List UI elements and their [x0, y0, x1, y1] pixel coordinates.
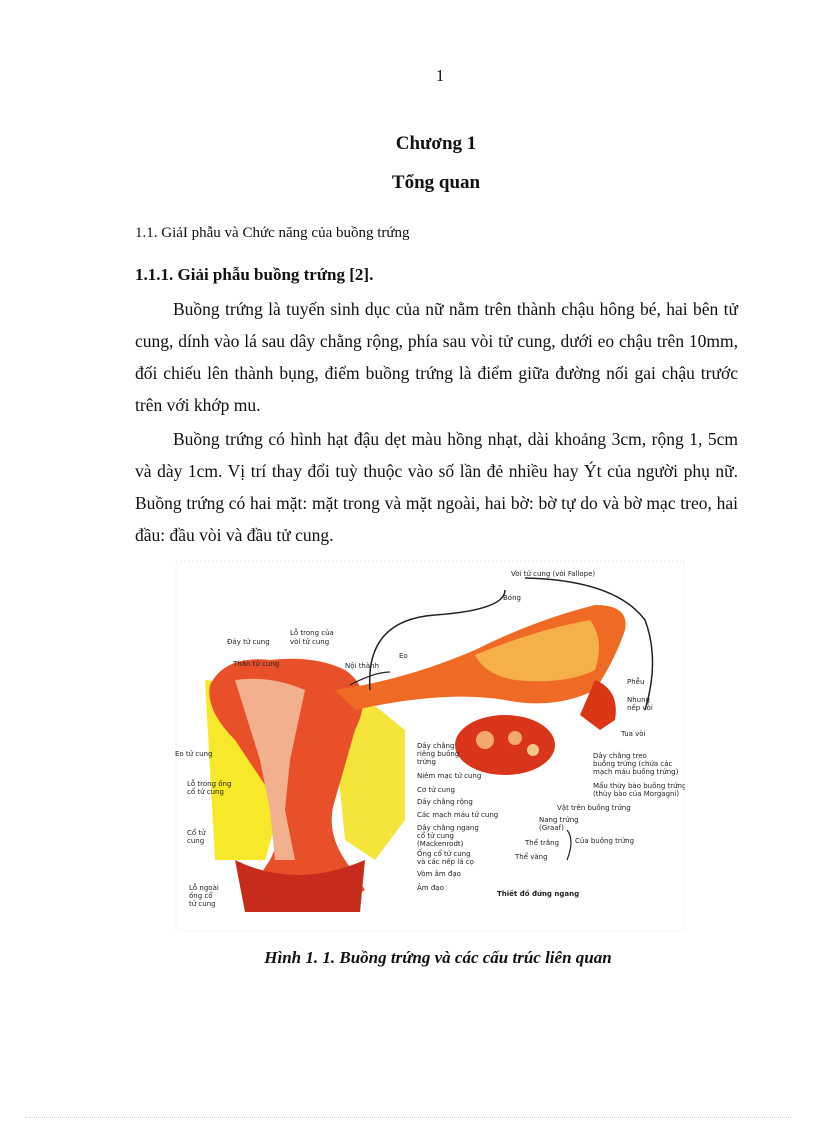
label-infundibulum: Phễu — [627, 678, 645, 686]
label-fimbria-2: nếp vòi — [627, 704, 653, 712]
label-suspensory-3: mạch máu buồng trứng) — [593, 768, 679, 776]
figure-caption: Hình 1. 1. Buồng trứng và các cấu trúc liên quan — [264, 948, 612, 967]
label-external-os-3: tử cung — [189, 900, 216, 908]
chapter-number: Chương 1 — [395, 133, 477, 154]
label-vaginal-fornix: Vòm âm đạo — [417, 870, 461, 878]
label-coronal-section: Thiết đồ đứng ngang — [497, 890, 580, 898]
label-internal-os-2: cổ tử cung — [187, 788, 224, 796]
label-internal-os-1: Lỗ trong ống — [187, 780, 232, 788]
label-tube-opening-2: vòi tử cung — [290, 638, 330, 646]
label-cervix-2: cung — [187, 837, 205, 845]
label-suspensory-1: Dây chằng treo — [593, 752, 647, 760]
label-external-os-1: Lỗ ngoài — [189, 884, 219, 892]
follicle — [527, 744, 539, 756]
label-intramural: Nội thành — [345, 662, 380, 670]
paragraph-2: Buồng trứng có hình hạt đậu dẹt màu hồng nhạt, dài khoảng 3cm, rộng 1, 5cm và dày 1cm. Vị trí thay đổi tuỳ thuộc vào số lần đẻ nhiều hay Ýt của người phụ nữ. Buồng trứng có hai mặt: mặt trong và mặt ngoài, hai bờ: bờ tự do và bờ mạc treo, hai đầu: đầu vòi và đầu tử cung. — [135, 429, 738, 545]
label-ovarian-ligament-3: trứng — [417, 758, 436, 766]
label-cardinal-3: (Mackenrodt) — [417, 840, 464, 848]
label-follicle-2: (Graaf) — [539, 824, 564, 832]
label-ampulla: Bóng — [503, 594, 521, 602]
label-fimbria-1: Nhung — [627, 696, 650, 704]
label-isthmus: Eo — [399, 652, 408, 660]
chapter-title: Tổng quan — [391, 172, 481, 193]
paragraph-1: Buồng trứng là tuyến sinh dục của nữ nằm trên thành chậu hông bé, hai bên tử cung, dính vào lá sau dây chằng rộng, phía sau vòi tử cung, dưới eo chậu trên 10mm, đối chiếu lên thành bụng, điểm buồng trứng là điểm giữa đường nối gai chậu trước trên với khớp mu. — [135, 299, 738, 415]
label-cervix-1: Cổ tử — [187, 829, 206, 837]
label-fallopian-tube: Vòi tử cung (vòi Fallope) — [511, 570, 596, 578]
label-tua-voi: Tua vòi — [621, 730, 646, 738]
label-corpus-luteum: Thể vàng — [515, 853, 548, 861]
label-endometrium: Niêm mạc tử cung — [417, 772, 482, 780]
ovary — [455, 715, 555, 775]
label-myometrium: Cơ tử cung — [417, 786, 455, 794]
label-morgagni-1: Mẩu thừy bào buồng trứng — [593, 782, 685, 790]
page-footer-line — [25, 1117, 791, 1118]
label-of-ovary: Của buồng trứng — [575, 837, 635, 845]
ovary-bracket — [567, 830, 571, 860]
label-corpus-albicans: Thể trắng — [525, 839, 560, 847]
label-cardinal-1: Dây chằng ngang — [417, 824, 479, 832]
anatomy-figure — [175, 560, 685, 932]
label-ovarian-ligament-2: riêng buồng — [417, 750, 460, 758]
label-cervical-canal-2: và các nếp lá cọ — [417, 858, 474, 866]
follicle — [508, 731, 522, 745]
label-external-os-2: ống cổ — [189, 892, 213, 900]
label-broad-ligament: Dây chằng rộng — [417, 798, 473, 806]
label-uterine-vessels: Các mạch máu tử cung — [417, 811, 499, 819]
label-suspensory-2: buồng trứng (chứa các — [593, 760, 673, 768]
anatomy-illustration — [175, 560, 685, 932]
label-uterus-body: Thân tử cung — [233, 660, 280, 668]
follicle — [476, 731, 494, 749]
label-isthmus-uteri: Eo tử cung — [175, 750, 213, 758]
label-cervical-canal-1: Ống cổ tử cung — [417, 850, 471, 858]
label-morgagni-2: (thùy bào của Morgagni) — [593, 790, 680, 798]
section-heading: 1.1. GiảI phẫu và Chức năng của buồng trứng — [135, 225, 410, 241]
subsection-heading: 1.1.1. Giải phẫu buồng trứng [2]. — [135, 265, 374, 284]
label-follicle-1: Nang trứng — [539, 816, 579, 824]
label-tube-opening-1: Lỗ trong của — [290, 629, 334, 637]
label-fundus: Đáy tử cung — [227, 638, 270, 646]
label-cardinal-2: cổ tử cung — [417, 832, 454, 840]
label-ovarian-ligament-1: Dây chằng — [417, 742, 455, 750]
label-epoophoron: Vật trên buồng trứng — [557, 804, 631, 812]
label-vagina: Âm đạo — [417, 884, 444, 892]
page-number: 1 — [435, 66, 445, 85]
